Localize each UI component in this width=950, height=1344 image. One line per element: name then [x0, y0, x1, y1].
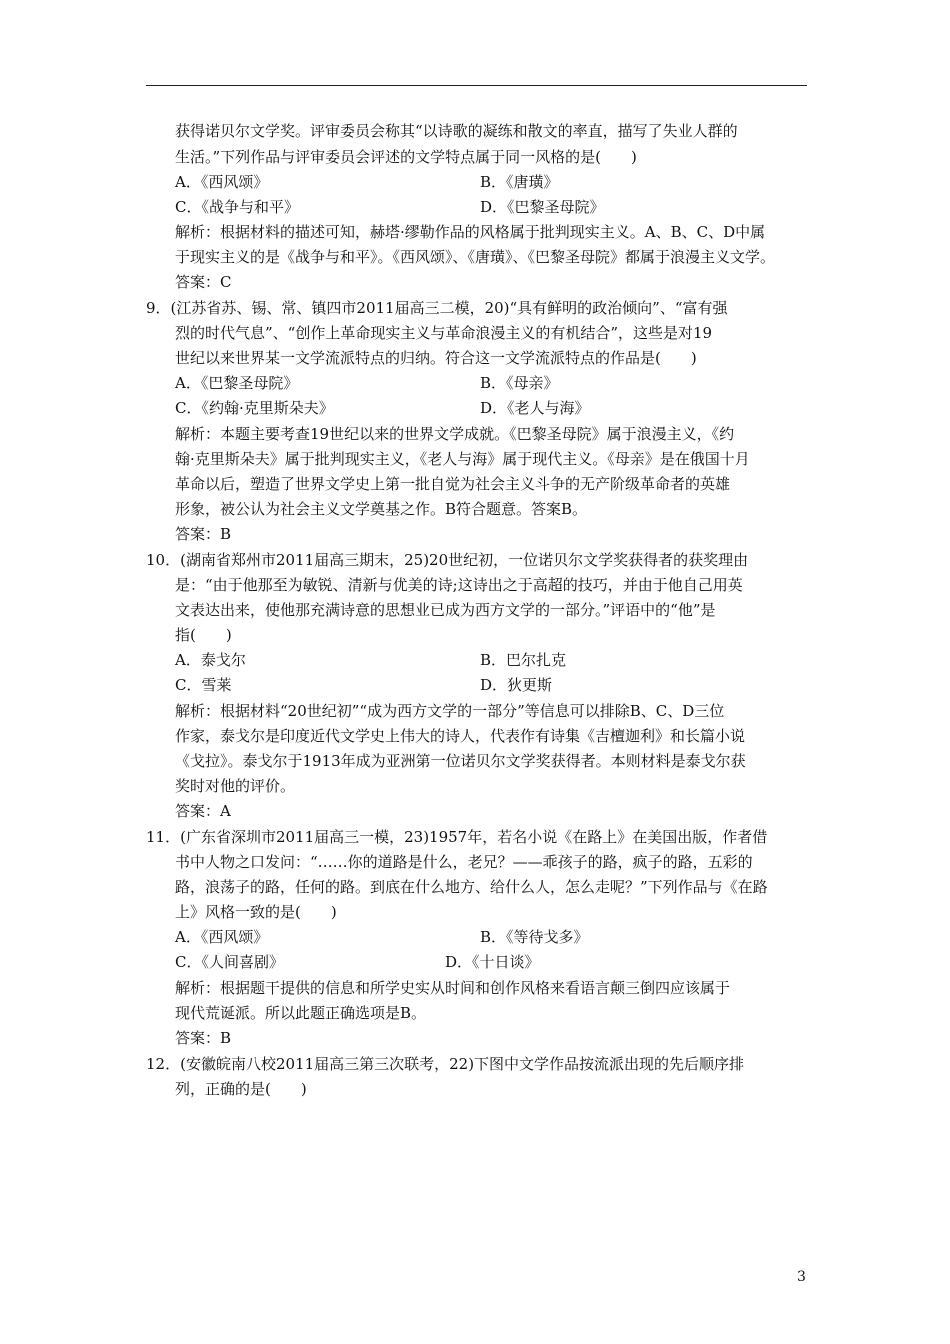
question-12-stem: 12．(安徽皖南八校2011届高三第三次联考，22)下图中文学作品按流派出现的先后顺序排 — [146, 1055, 745, 1073]
option-d: D．狄更斯 — [480, 676, 553, 694]
answer: 答案：B — [175, 525, 232, 543]
option-b: B．《母亲》 — [480, 374, 559, 392]
analysis-line: 解析：根据题干提供的信息和所学史实从时间和创作风格来看语言颠三倒四应该属于 — [175, 979, 731, 997]
page-number: 3 — [797, 1269, 806, 1285]
question-9-stem: 9．(江苏省苏、锡、常、镇四市2011届高三二模，20)“具有鲜明的政治倾向”、“富有强 — [146, 299, 728, 317]
question-text-line: 生活。”下列作品与评审委员会评述的文学特点属于同一风格的是( ) — [175, 148, 637, 166]
answer: 答案：A — [175, 802, 231, 820]
question-text-line: 文表达出来，使他那充满诗意的思想业已成为西方文学的一部分。”评语中的“他”是 — [175, 601, 716, 619]
option-c: C．《约翰·克里斯朵夫》 — [175, 399, 334, 417]
question-text-line: 获得诺贝尔文学奖。评审委员会称其“以诗歌的凝练和散文的率直，描写了失业人群的 — [175, 122, 738, 140]
question-text-line: 是：“由于他那至为敏锐、清新与优美的诗;这诗出之于高超的技巧，并由于他自己用英 — [175, 576, 743, 594]
analysis-line: 奖时对他的评价。 — [175, 777, 296, 795]
question-text-line: 列，正确的是( ) — [175, 1080, 307, 1098]
option-a: A．泰戈尔 — [175, 651, 246, 669]
option-d: D．《巴黎圣母院》 — [480, 198, 605, 216]
option-c: C．《战争与和平》 — [175, 198, 299, 216]
analysis-line: 现代荒诞派。所以此题正确选项是B。 — [175, 1004, 427, 1022]
option-a: A．《巴黎圣母院》 — [175, 374, 299, 392]
analysis-line: 革命以后，塑造了世界文学史上第一批自觉为社会主义斗争的无产阶级革命者的英雄 — [175, 475, 731, 493]
question-text-line: 书中人物之口发问：“……你的道路是什么，老兄？——乖孩子的路，疯子的路，五彩的 — [175, 853, 753, 871]
option-b: B．巴尔扎克 — [480, 651, 567, 669]
question-10-stem: 10．(湖南省郑州市2011届高三期末，25)20世纪初，一位诺贝尔文学奖获得者的获奖理由 — [146, 551, 749, 569]
analysis-line: 解析：根据材料“20世纪初”“成为西方文学的一部分”等信息可以排除B、C、D三位 — [175, 702, 725, 720]
analysis-line: 翰·克里斯朵夫》属于批判现实主义，《老人与海》属于现代主义。《母亲》是在俄国十月 — [175, 450, 750, 468]
option-d: D．《老人与海》 — [480, 399, 590, 417]
question-text-line: 路，浪荡子的路，任何的路。到底在什么地方、给什么人，怎么走呢？”下列作品与《在路 — [175, 878, 768, 896]
option-b: B．《唐璜》 — [480, 173, 559, 191]
option-c: C．雪莱 — [175, 676, 232, 694]
analysis-line: 解析：根据材料的描述可知，赫塔·缪勒作品的风格属于批判现实主义。A、B、C、D中属 — [175, 223, 766, 241]
option-b: B．《等待戈多》 — [480, 928, 589, 946]
question-text-line: 烈的时代气息”、“创作上革命现实主义与革命浪漫主义的有机结合”，这些是对19 — [175, 324, 713, 342]
option-a: A．《西风颂》 — [175, 928, 269, 946]
question-text-line: 指( ) — [175, 626, 232, 644]
answer: 答案：B — [175, 1029, 232, 1047]
analysis-line: 解析：本题主要考查19世纪以来的世界文学成就。《巴黎圣母院》属于浪漫主义，《约 — [175, 425, 735, 443]
question-text-line: 世纪以来世界某一文学流派特点的归纳。符合这一文学流派特点的作品是( ) — [175, 349, 697, 367]
header-rule — [146, 85, 807, 86]
analysis-line: 作家，泰戈尔是印度近代文学史上伟大的诗人，代表作有诗集《吉檀迦利》和长篇小说 — [175, 727, 746, 745]
analysis-line: 形象，被公认为社会主义文学奠基之作。B符合题意。答案B。 — [175, 500, 588, 518]
option-d: D．《十日谈》 — [445, 953, 540, 971]
option-a: A．《西风颂》 — [175, 173, 269, 191]
analysis-line: 于现实主义的是《战争与和平》。《西风颂》、《唐璜》、《巴黎圣母院》都属于浪漫主义文学。 — [175, 248, 776, 266]
answer: 答案：C — [175, 273, 232, 291]
question-11-stem: 11．(广东省深圳市2011届高三一模，23)1957年，若名小说《在路上》在美国出版，作者借 — [146, 828, 768, 846]
option-c: C．《人间喜剧》 — [175, 953, 284, 971]
analysis-line: 《戈拉》。泰戈尔于1913年成为亚洲第一位诺贝尔文学奖获得者。本则材料是泰戈尔获 — [175, 752, 746, 770]
question-text-line: 上》风格一致的是( ) — [175, 903, 337, 921]
